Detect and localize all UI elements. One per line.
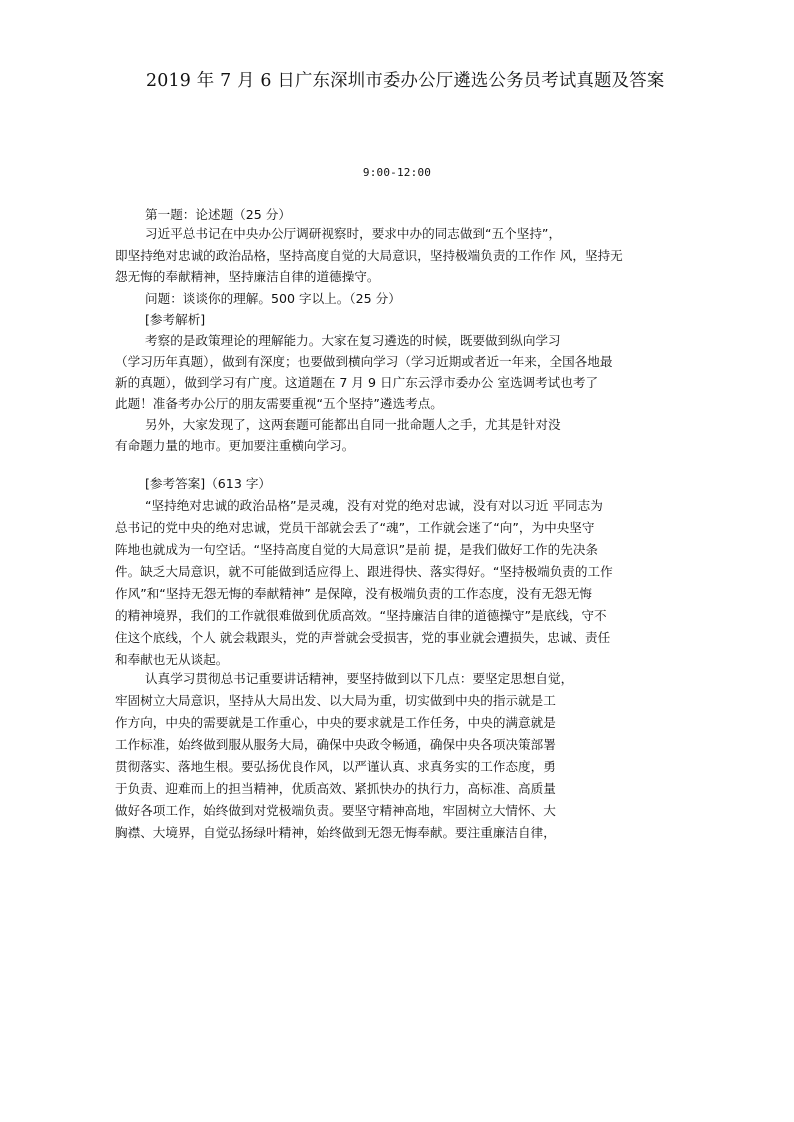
analysis-line: 有命题力量的地市。更加要注重横向学习。 [115,438,355,453]
analysis-line: 新的真题），做到学习有广度。这道题在 7 月 9 日广东云浮市委办公 室选调考试也考了 [115,375,599,390]
answer-line: 胸襟、大境界，自觉弘扬绿叶精神，始终做到无怨无悔奉献。要注重廉洁自律， [115,825,556,840]
answer-line: 住这个底线，个人 就会栽跟头，党的声誉就会受损害，党的事业就会遭损失，忠诚、责任 [115,630,611,645]
analysis-line: 此题！准备考办公厅的朋友需要重视“五个坚持”遴选考点。 [115,396,443,411]
answer-line: 于负责、迎难而上的担当精神，优质高效、紧抓快办的执行力，高标准、高质量 [115,781,556,796]
analysis-heading: [参考解析] [145,312,206,327]
answer-line: 件。缺乏大局意识，就不可能做到适应得上、跟进得快、落实得好。“坚持极端负责的工作 [115,564,613,579]
answer-line: 阵地也就成为一句空话。“坚持高度自觉的大局意识”是前 提，是我们做好工作的先决条 [115,542,599,557]
question-prompt-line: 即坚持绝对忠诚的政治品格，坚持高度自觉的大局意识，坚持极端负责的工作作 风，坚持无 [115,248,623,263]
question-heading: 第一题：论述题（25 分） [145,207,291,222]
analysis-line: 考察的是政策理论的理解能力。大家在复习遴选的时候，既要做到纵向学习 [145,333,561,348]
answer-line: 牢固树立大局意识，坚持从大局出发、以大局为重，切实做到中央的指示就是工 [115,693,556,708]
answer-line: 认真学习贯彻总书记重要讲话精神，要坚持做到以下几点：要坚定思想自觉， [145,671,574,686]
document-title: 2019 年 7 月 6 日广东深圳市委办公厅遴选公务员考试真题及答案 [146,71,665,91]
answer-line: 作风”和“坚持无怨无悔的奉献精神” 是保障，没有极端负责的工作态度，没有无怨无悔 [115,586,592,601]
analysis-line: 另外，大家发现了，这两套题可能都出自同一批命题人之手，尤其是针对没 [145,417,561,432]
answer-line: “坚持绝对忠诚的政治品格”是灵魂，没有对党的绝对忠诚，没有对以习近 平同志为 [145,498,603,513]
answer-line: 总书记的党中央的绝对忠诚，党员干部就会丢了“魂”，工作就会迷了“向”，为中央坚守 [115,520,595,535]
answer-line: 的精神境界，我们的工作就很难做到优质高效。“坚持廉洁自律的道德操守”是底线，守不 [115,608,607,623]
analysis-line: （学习历年真题），做到有深度；也要做到横向学习（学习近期或者近一年来，全国各地最 [115,354,613,369]
answer-line: 和奉献也无从谈起。 [115,652,229,667]
answer-line: 做好各项工作，始终做到对党极端负责。要坚守精神高地，牢固树立大情怀、大 [115,803,556,818]
question-prompt-line: 怨无悔的奉献精神，坚持廉洁自律的道德操守。 [115,269,380,284]
question-prompt-line: 习近平总书记在中央办公厅调研视察时，要求中办的同志做到“五个坚持”， [145,226,562,241]
answer-heading: [参考答案]（613 字） [145,476,272,491]
exam-time: 9:00-12:00 [362,166,432,179]
answer-line: 贯彻落实、落地生根。要弘扬优良作风，以严谨认真、求真务实的工作态度，勇 [115,759,556,774]
question-ask: 问题：谈谈你的理解。500 字以上。（25 分） [145,291,401,306]
answer-line: 作方向，中央的需要就是工作重心，中央的要求就是工作任务，中央的满意就是 [115,715,556,730]
answer-line: 工作标准，始终做到服从服务大局，确保中央政令畅通，确保中央各项决策部署 [115,737,556,752]
